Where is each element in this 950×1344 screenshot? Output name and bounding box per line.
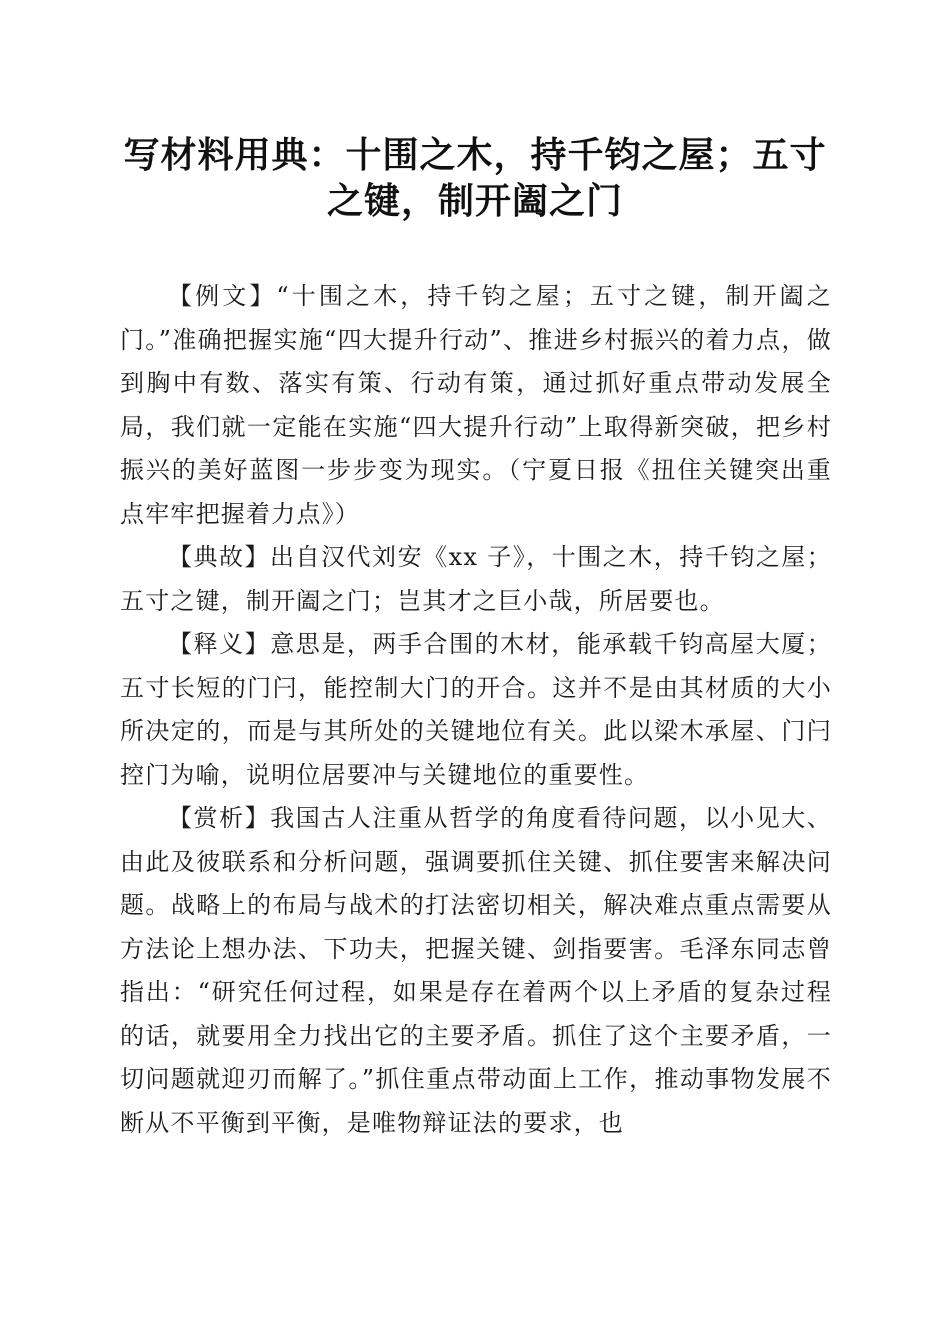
paragraph-text: 出自汉代刘安《xx 子》，十围之木，持千钧之屋；五寸之键，制开阖之门；岂其才之巨小哉，所居要也。 xyxy=(120,543,832,615)
paragraph-allusion xyxy=(120,536,832,623)
paragraph-text: 意思是，两手合围的木材，能承载千钧高屋大厦；五寸长短的门闩，能控制大门的开合。这并不是由其材质的大小所决定的，而是与其所处的关键地位有关。此以梁木承屋、门闩控门为喻，说明位居要冲与关键地位的重要性。 xyxy=(120,630,832,789)
paragraph-label: 【赏析】 xyxy=(168,804,271,832)
paragraph-label: 【例文】 xyxy=(168,282,277,310)
document-body xyxy=(120,275,832,1145)
paragraph-text: 我国古人注重从哲学的角度看待问题，以小见大、由此及彼联系和分析问题，强调要抓住关键、抓住要害来解决问题。战略上的布局与战术的打法密切相关，解决难点重点需要从方法论上想办法、下功夫，把握关键、剑指要害。毛泽东同志曾指出：“研究任何过程，如果是存在着两个以上矛盾的复杂过程的话，就要用全力找出它的主要矛盾。抓住了这个主要矛盾，一切问题就迎刃而解了。”抓住重点带动面上工作，推动事物发展不断从不平衡到平衡，是唯物辩证法的要求，也 xyxy=(120,804,832,1137)
paragraph-appreciation xyxy=(120,797,832,1145)
paragraph-label: 【释义】 xyxy=(168,630,271,658)
paragraph-meaning xyxy=(120,623,832,797)
paragraph-label: 【典故】 xyxy=(168,543,271,571)
document-title: 写材料用典：十围之木，持千钧之屋；五寸之键，制开阖之门 xyxy=(123,134,827,222)
paragraph-example xyxy=(120,275,832,536)
paragraph-text: “十围之木，持千钧之屋；五寸之键，制开阖之门。”准确把握实施“四大提升行动”、推进乡村振兴的着力点，做到胸中有数、落实有策、行动有策，通过抓好重点带动发展全局，我们就一定能在实施“四大提升行动”上取得新突破，把乡村振兴的美好蓝图一步步变为现实。（宁夏日报《扭住关键突出重点牢牢把握着力点》） xyxy=(120,282,832,528)
